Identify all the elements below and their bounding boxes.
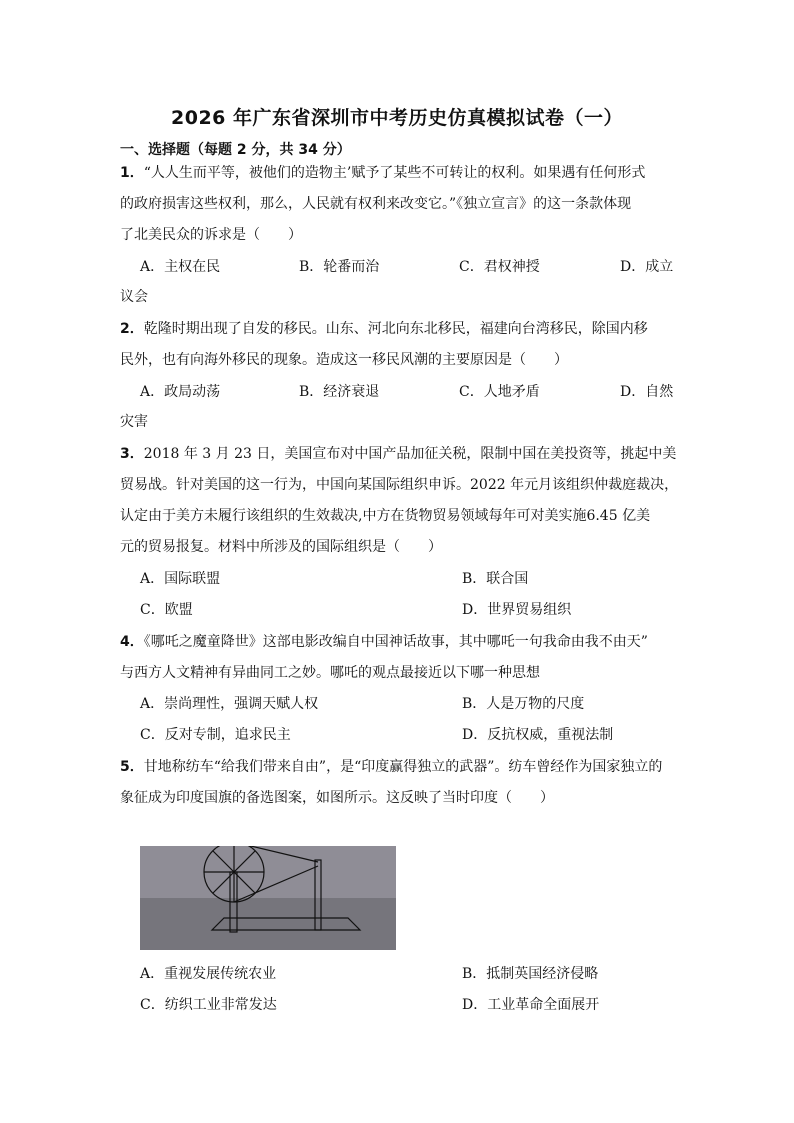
question-5-option-d: D．工业革命全面展开 xyxy=(462,997,600,1013)
question-number: 1． xyxy=(120,165,144,181)
question-2-option-a: A．政局动荡 xyxy=(140,384,221,400)
flag-bottom-band xyxy=(140,898,396,950)
question-5-line-2: 象征成为印度国旗的备选图案，如图所示。这反映了当时印度（ ） xyxy=(120,790,554,806)
question-2-option-d-wrap: 灾害 xyxy=(120,414,148,430)
question-2-option-d: D．自然 xyxy=(620,384,674,400)
question-number: 5． xyxy=(120,759,144,775)
question-2-line-1: 2．乾隆时期出现了自发的移民。山东、河北向东北移民，福建向台湾移民，除国内移 xyxy=(120,321,648,337)
question-3-option-c: C．欧盟 xyxy=(140,602,193,618)
question-3-line-3: 认定由于美方未履行该组织的生效裁决,中方在货物贸易领域每年可对美实施6.45 亿美 xyxy=(120,508,651,524)
question-4-option-d: D．反抗权威，重视法制 xyxy=(462,727,614,743)
question-1-line-2: 的政府损害这些权利，那么，人民就有权利来改变它。”《独立宣言》的这一条款体现 xyxy=(120,196,632,212)
question-3-line-1: 3．2018 年 3 月 23 日，美国宣布对中国产品加征关税，限制中国在美投资等，挑起中美 xyxy=(120,446,677,462)
section-heading: 一、选择题（每题 2 分，共 34 分） xyxy=(120,142,351,158)
question-1-option-a: A．主权在民 xyxy=(140,259,221,275)
question-1-option-d-wrap: 议会 xyxy=(120,289,148,305)
question-1-line-1: 1．“人人生而平等，被他们的造物主’赋予了某些不可转让的权利。如果遇有任何形式 xyxy=(120,165,646,181)
question-3-option-b: B．联合国 xyxy=(462,571,529,587)
question-number: 3． xyxy=(120,446,144,462)
question-5-option-b: B．抵制英国经济侵略 xyxy=(462,966,599,982)
question-2-option-c: C．人地矛盾 xyxy=(459,384,540,400)
question-4-option-b: B．人是万物的尺度 xyxy=(462,696,585,712)
question-4-line-1: 4．《哪吒之魔童降世》这部电影改编自中国神话故事，其中哪吒一句我命由我不由天” xyxy=(120,634,648,650)
exam-title: 2026 年广东省深圳市中考历史仿真模拟试卷（一） xyxy=(171,107,623,129)
question-2-option-b: B．经济衰退 xyxy=(299,384,380,400)
question-1-option-c: C．君权神授 xyxy=(459,259,540,275)
question-1-line-3: 了北美民众的诉求是（ ） xyxy=(120,227,302,243)
question-5-option-a: A．重视发展传统农业 xyxy=(140,966,277,982)
question-2-line-2: 民外，也有向海外移民的现象。造成这一移民风潮的主要原因是（ ） xyxy=(120,352,568,368)
question-1-option-b: B．轮番而治 xyxy=(299,259,380,275)
spinning-wheel-flag-figure xyxy=(140,846,396,950)
question-3-option-a: A．国际联盟 xyxy=(140,571,221,587)
question-5-option-c: C．纺织工业非常发达 xyxy=(140,997,277,1013)
question-3-line-4: 元的贸易报复。材料中所涉及的国际组织是（ ） xyxy=(120,539,442,555)
question-3-option-d: D．世界贸易组织 xyxy=(462,602,572,618)
question-3-line-2: 贸易战。针对美国的这一行为，中国向某国际组织申诉。2022 年元月该组织仲裁庭裁决， xyxy=(120,477,679,493)
question-5-line-1: 5．甘地称纺车“给我们带来自由”，是“印度赢得独立的武器”。纺车曾经作为国家独立的 xyxy=(120,759,663,775)
flag-top-band xyxy=(140,846,396,898)
question-number: 2． xyxy=(120,321,144,337)
question-1-option-d: D．成立 xyxy=(620,259,674,275)
question-4-option-a: A．崇尚理性，强调天赋人权 xyxy=(140,696,319,712)
question-4-line-2: 与西方人文精神有异曲同工之妙。哪吒的观点最接近以下哪一种思想 xyxy=(120,665,540,681)
question-number: 4． xyxy=(120,634,144,650)
question-4-option-c: C．反对专制，追求民主 xyxy=(140,727,291,743)
